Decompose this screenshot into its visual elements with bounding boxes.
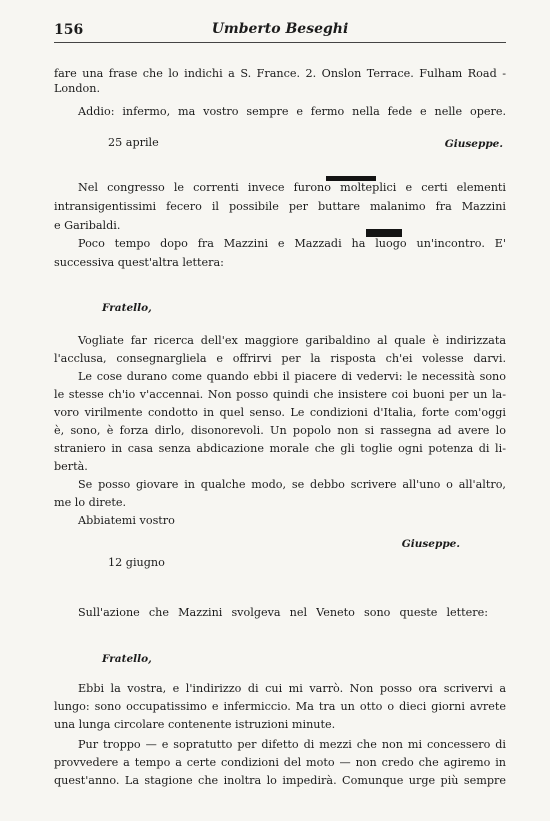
letter-date: 25 aprile xyxy=(108,136,159,149)
letter-salutation: Fratello, xyxy=(102,302,152,314)
ink-smudge xyxy=(366,229,402,237)
text-line: Ebbi la vostra, e l'indirizzo di cui mi varrò. Non posso ora scrivervi a xyxy=(78,682,506,695)
text-line: London. xyxy=(54,82,101,95)
text-line: Poco tempo dopo fra Mazzini e Mazzadi ha luogo un'incontro. E' xyxy=(78,237,506,250)
running-head: Umberto Beseghi xyxy=(211,21,349,37)
letter-salutation: Fratello, xyxy=(102,653,152,665)
text-line: quest'anno. La stagione che inoltra lo impedirà. Comunque urge più sempre xyxy=(54,774,506,787)
page-header xyxy=(54,20,506,43)
text-line: Sull'azione che Mazzini svolgeva nel Veneto sono queste lettere: xyxy=(78,606,488,619)
letter-closing: Abbiatemi vostro xyxy=(78,514,175,527)
text-line: voro virilmente condotto in quel senso. Le condizioni d'Italia, forte com'oggi xyxy=(54,406,506,419)
text-line: me lo direte. xyxy=(54,496,127,509)
text-line: Addio: infermo, ma vostro sempre e fermo nella fede e nelle opere. xyxy=(78,105,506,118)
text-line: Pur troppo — e sopratutto per difetto di mezzi che non mi concessero di xyxy=(78,738,506,751)
letter-date: 12 giugno xyxy=(108,556,165,569)
text-line: Vogliate far ricerca dell'ex maggiore garibaldino al quale è indirizzata xyxy=(78,334,506,347)
text-line: fare una frase che lo indichi a S. France. 2. Onslon Terrace. Fulham Road - xyxy=(54,67,506,80)
text-line: straniero in casa senza abdicazione morale che gli toglie ogni potenza di li- xyxy=(54,442,506,455)
page-number: 156 xyxy=(54,22,84,38)
letter-signature: Giuseppe. xyxy=(401,538,460,550)
letter-signature: Giuseppe. xyxy=(444,138,503,150)
text-line: e Garibaldi. xyxy=(54,219,121,232)
text-line: le stesse ch'io v'accennai. Non posso quindi che insistere coi buoni per un la- xyxy=(54,388,506,401)
text-line: intransigentissimi fecero il possibile per buttare malanimo fra Mazzini xyxy=(54,200,506,213)
text-line: Nel congresso le correnti invece furono molteplici e certi elementi xyxy=(78,181,506,194)
text-line: lungo: sono occupatissimo e infermiccio. Ma tra un otto o dieci giorni avrete xyxy=(54,700,506,713)
text-line: una lunga circolare contenente istruzioni minute. xyxy=(54,718,336,731)
text-line: è, sono, è forza dirlo, disonorevoli. Un popolo non si rassegna ad avere lo xyxy=(54,424,506,437)
text-line: successiva quest'altra lettera: xyxy=(54,256,224,269)
text-line: l'acclusa, consegnargliela e offrirvi per la risposta ch'ei volesse darvi. xyxy=(54,352,506,365)
text-line: Le cose durano come quando ebbi il piacere di vedervi: le necessità sono xyxy=(78,370,506,383)
text-line: bertà. xyxy=(54,460,88,473)
text-line: Se posso giovare in qualche modo, se debbo scrivere all'uno o all'altro, xyxy=(78,478,506,491)
text-line: provvedere a tempo a certe condizioni del moto — non credo che agiremo in xyxy=(54,756,506,769)
